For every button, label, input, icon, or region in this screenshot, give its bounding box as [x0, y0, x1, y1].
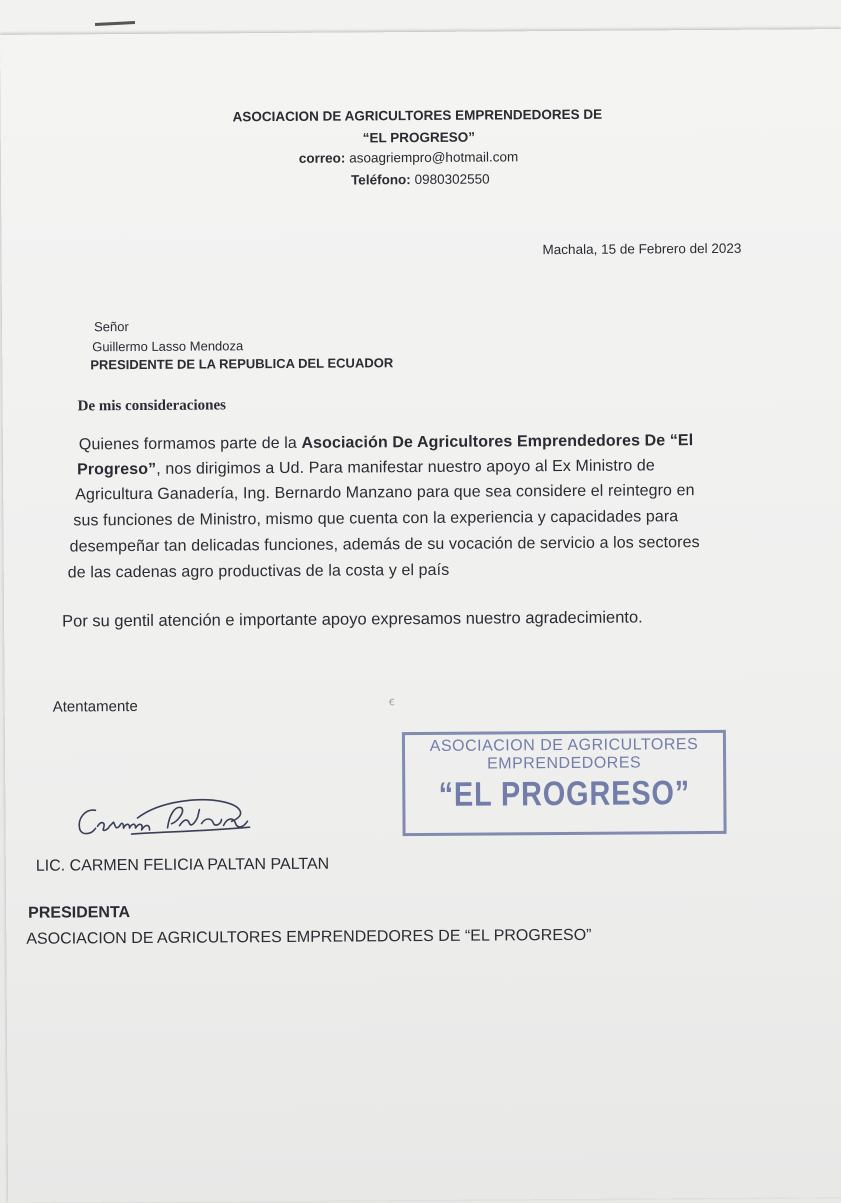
handwritten-signature [71, 787, 261, 848]
email-label: correo: [298, 150, 346, 166]
phone-label: Teléfono: [350, 172, 411, 188]
body-line-1-pre: Quienes formamos parte de la [78, 434, 302, 454]
body-line-1 [79, 432, 693, 454]
body-line-2-post: , nos dirigimos a Ud. Para manifestar nuestro apoyo al Ex Ministro de [156, 457, 655, 478]
letterhead-email [299, 149, 518, 166]
body-line-5: desempeñar tan delicadas funciones, además de su vocación de servicio a los sectores [69, 534, 700, 556]
letter-page [0, 29, 841, 1203]
recipient-salutation: Señor [93, 319, 129, 335]
greeting: De mis consideraciones [77, 397, 226, 415]
body-line-4: sus funciones de Ministro, mismo que cuenta con la experiencia y capacidades para [73, 508, 679, 530]
association-stamp [402, 730, 727, 836]
recipient-title: PRESIDENTE DE LA REPUBLICA DEL ECUADOR [90, 355, 394, 373]
signer-role: PRESIDENTA [28, 904, 131, 922]
thanks-line: Por su gentil atención e importante apoyo expresamos nuestro agradecimiento. [62, 608, 643, 631]
recipient-name: Guillermo Lasso Mendoza [92, 338, 244, 355]
signer-org: ASOCIACION DE AGRICULTORES EMPRENDEDORES DE “EL PROGRESO” [26, 926, 592, 948]
letterhead-org-line2: “EL PROGRESO” [362, 129, 476, 146]
date-line: Machala, 15 de Febrero del 2023 [542, 240, 742, 258]
closing: Atentamente [52, 697, 138, 716]
signer-name: LIC. CARMEN FELICIA PALTAN PALTAN [35, 855, 330, 875]
ink-smudge: ꞓ [388, 694, 395, 709]
email-value: asoagriempro@hotmail.com [349, 149, 519, 166]
letterhead-org-line1: ASOCIACION DE AGRICULTORES EMPRENDEDORES DE [232, 106, 603, 125]
stamp-line2: EMPRENDEDORES [487, 754, 642, 773]
stamp-line1: ASOCIACION DE AGRICULTORES [429, 736, 699, 755]
back-sheet-mark [95, 21, 135, 26]
letterhead-phone [351, 172, 490, 188]
body-line-1-bold: Asociación De Agricultores Emprendedores De “El [301, 432, 694, 452]
body-line-2-bold: Progreso” [76, 460, 157, 479]
body-line-3: Agricultura Ganadería, Ing. Bernardo Manzano para que sea considere el reintegro en [75, 482, 695, 504]
stamp-line3: “EL PROGRESO” [438, 774, 691, 814]
body-line-6: de las cadenas agro productivas de la costa y el país [67, 561, 450, 582]
body-line-2 [77, 457, 655, 479]
phone-value: 0980302550 [414, 171, 490, 188]
